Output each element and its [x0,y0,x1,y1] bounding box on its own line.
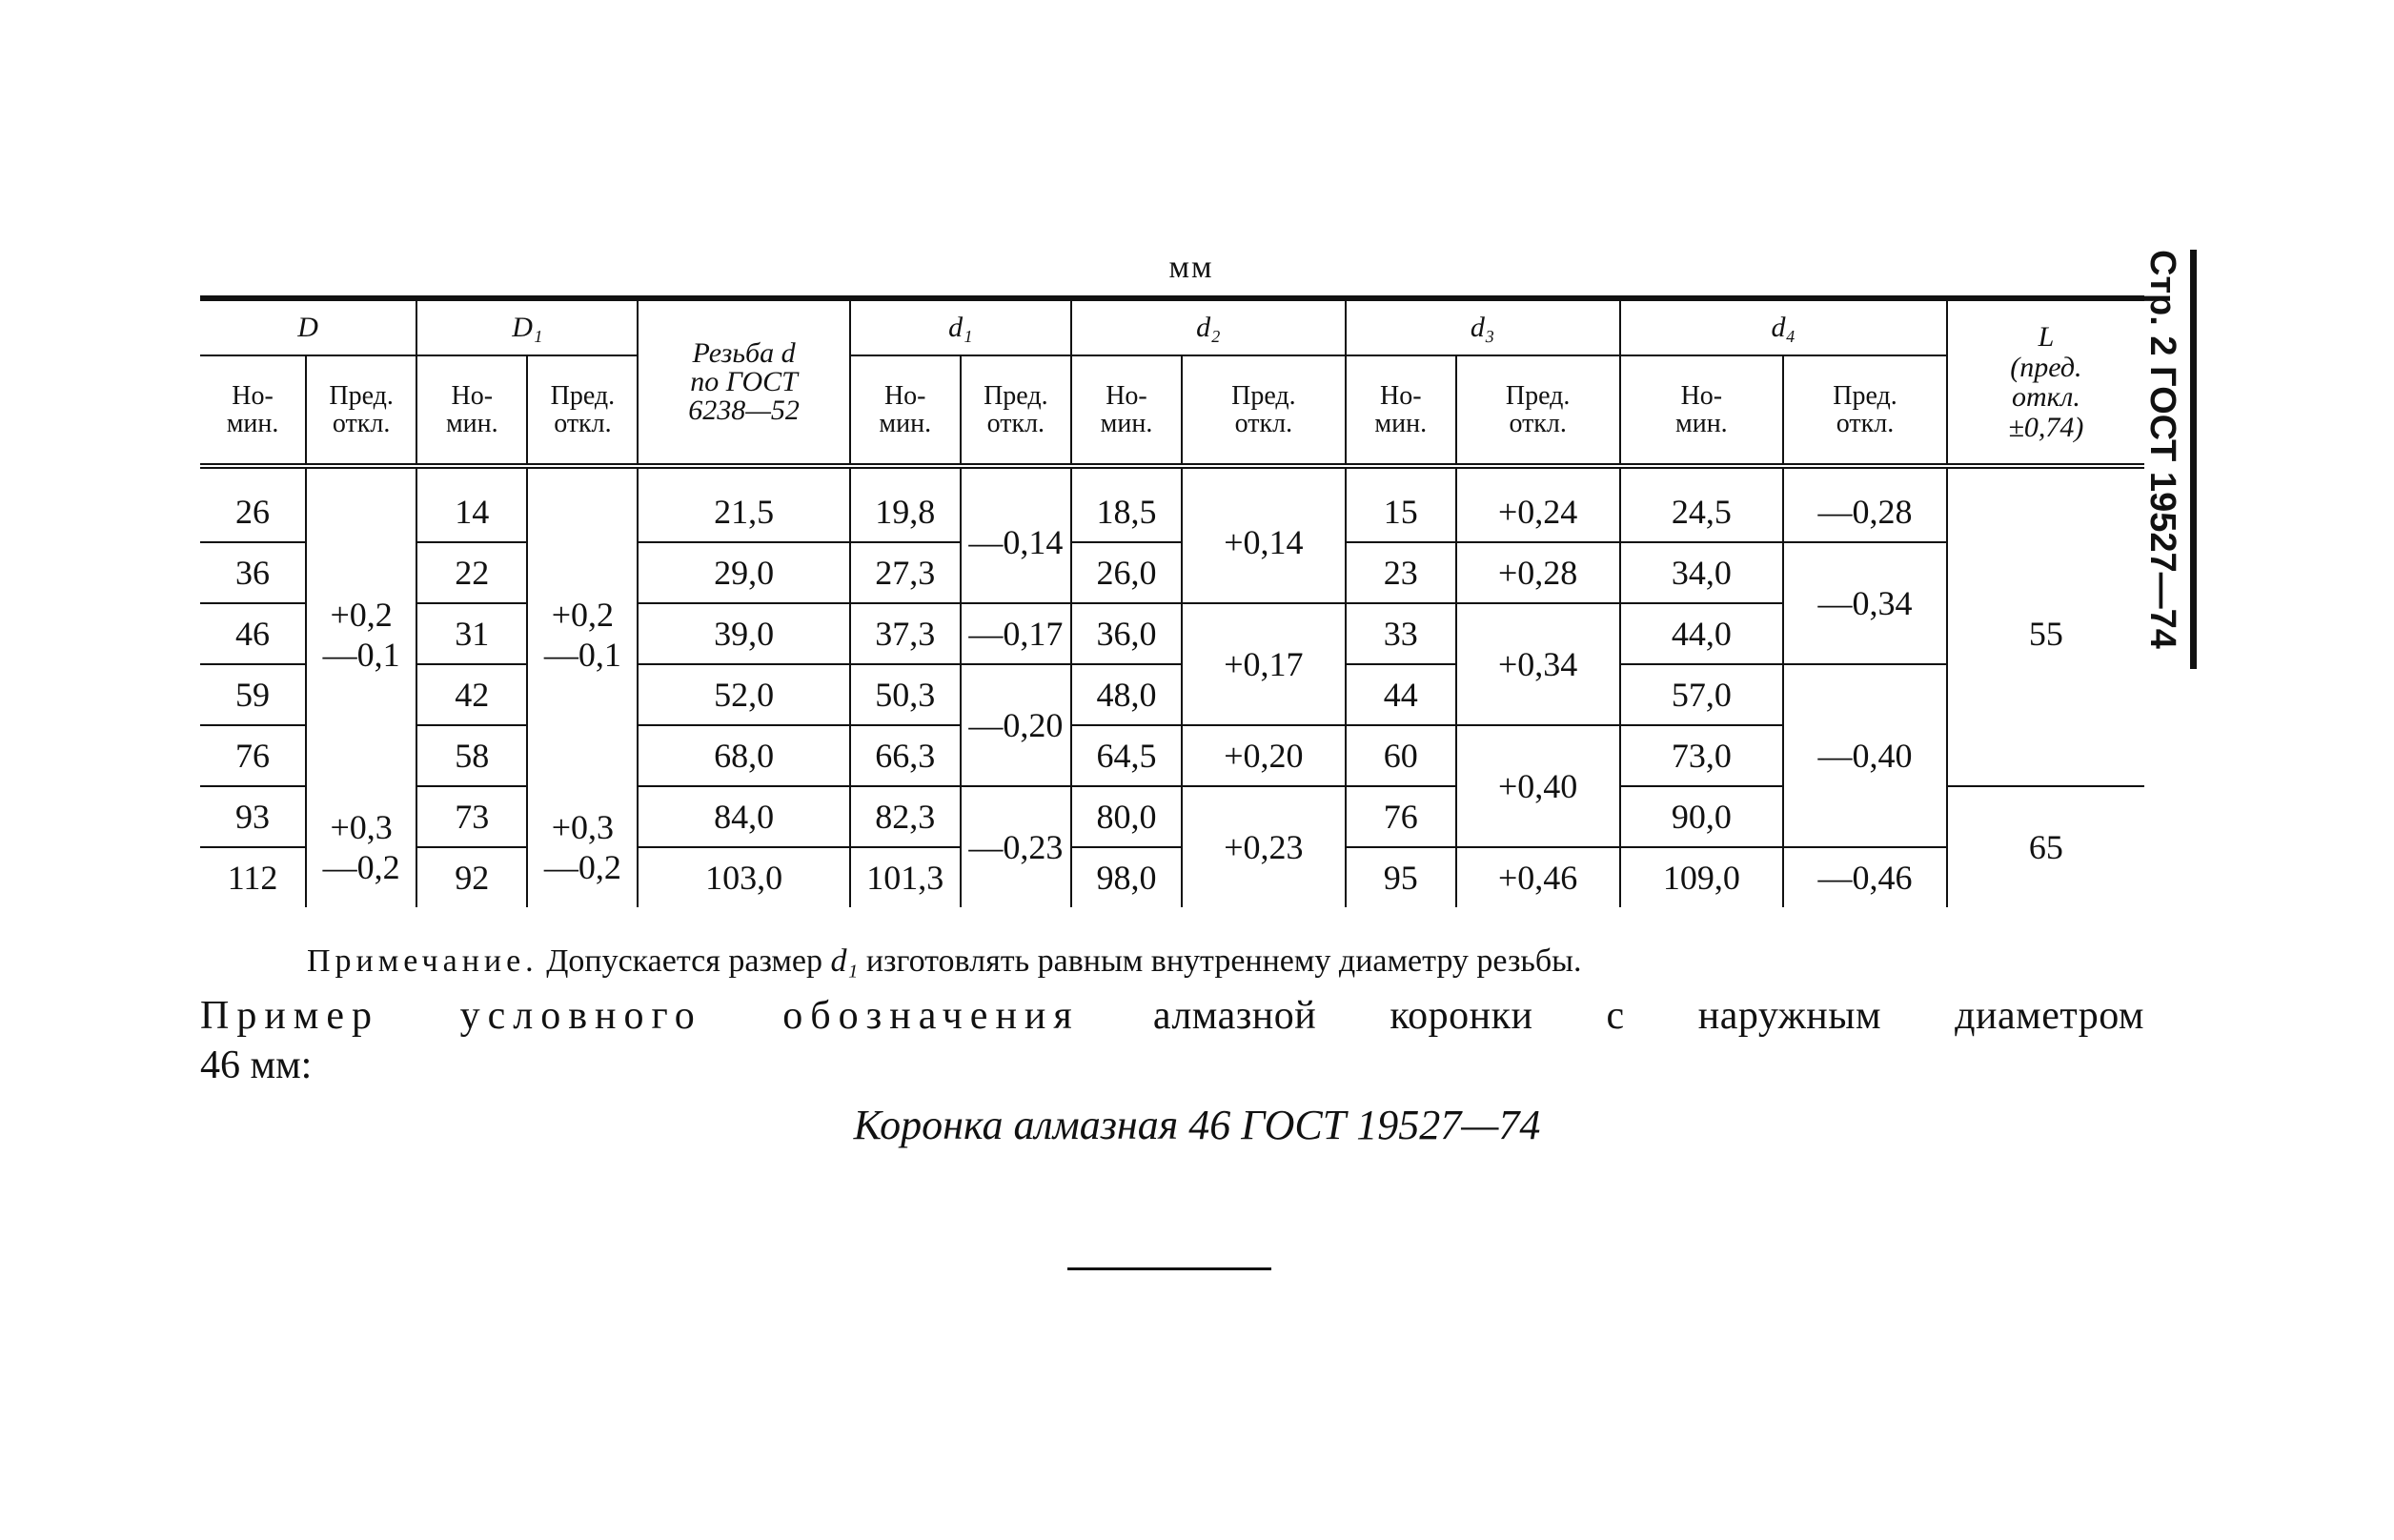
example-line2: 46 мм: [200,1044,313,1087]
header-D1: D₁ [416,298,638,355]
cell-D1-dev: +0,2 —0,1 [527,466,638,786]
note-label: Примечание. [307,943,538,979]
cell-thread: 68,0 [638,725,849,786]
cell-d2-dev: +0,17 [1182,603,1346,725]
cell-d2-dev: +0,23 [1182,786,1346,907]
subheader-dev: Пред. откл. [1783,355,1947,466]
note-symbol: d₁ [830,943,859,979]
cell-d1-dev: —0,14 [961,466,1071,603]
example-spaced: Пример условного обозначения [200,994,1080,1038]
note-text-after: изготовлять равным внутреннему диаметру резьбы. [865,943,1582,979]
end-rule [1067,1267,1271,1270]
subheader-nom: Но- мин. [1346,355,1456,466]
subheader-dev: Пред. откл. [1456,355,1620,466]
cell-L: 65 [1947,786,2144,907]
cell-thread: 84,0 [638,786,849,847]
cell-d4: 34,0 [1620,542,1784,603]
header-D: D [200,298,416,355]
cell-d1-dev: —0,23 [961,786,1071,907]
example-paragraph [200,993,2144,1039]
cell-d2: 18,5 [1071,466,1182,542]
cell-d3-dev: +0,46 [1456,847,1620,907]
side-rule [2190,250,2197,669]
cell-d1: 101,3 [850,847,961,907]
cell-d1: 27,3 [850,542,961,603]
cell-thread: 39,0 [638,603,849,664]
cell-d3-dev: +0,28 [1456,542,1620,603]
unit-label: мм [1168,250,1214,285]
header-L: L (пред. откл. ±0,74) [1947,298,2144,466]
cell-thread: 103,0 [638,847,849,907]
cell-d4-dev: —0,28 [1783,466,1947,542]
cell-d2-dev: +0,20 [1182,725,1346,786]
cell-D: 46 [200,603,306,664]
dimensions-table [200,295,2144,907]
cell-d1: 66,3 [850,725,961,786]
cell-D1-dev: +0,3 —0,2 [527,786,638,907]
cell-d3: 76 [1346,786,1456,847]
cell-d3: 15 [1346,466,1456,542]
cell-D1: 31 [416,603,527,664]
note-text-before: Допускается размер [546,943,823,979]
header-d3: d₃ [1346,298,1620,355]
subheader-nom: Но- мин. [1071,355,1182,466]
cell-d2: 98,0 [1071,847,1182,907]
cell-D-dev: +0,2 —0,1 [306,466,416,786]
cell-d4: 109,0 [1620,847,1784,907]
cell-D: 36 [200,542,306,603]
subheader-nom: Но- мин. [1620,355,1784,466]
cell-D1: 14 [416,466,527,542]
cell-d4-dev: —0,46 [1783,847,1947,907]
cell-d3-dev: +0,34 [1456,603,1620,725]
cell-d3: 33 [1346,603,1456,664]
cell-D-dev: +0,3 —0,2 [306,786,416,907]
cell-d4-dev: —0,34 [1783,542,1947,664]
header-thread: Резьба d по ГОСТ 6238—52 [638,298,849,466]
header-d1: d₁ [850,298,1071,355]
cell-d4: 57,0 [1620,664,1784,725]
cell-D: 76 [200,725,306,786]
cell-D: 112 [200,847,306,907]
cell-thread: 21,5 [638,466,849,542]
cell-D1: 92 [416,847,527,907]
cell-d1-dev: —0,17 [961,603,1071,664]
cell-d2-dev: +0,14 [1182,466,1346,603]
cell-thread: 52,0 [638,664,849,725]
cell-D: 26 [200,466,306,542]
subheader-dev: Пред. откл. [527,355,638,466]
cell-d4: 24,5 [1620,466,1784,542]
subheader-dev: Пред. откл. [961,355,1071,466]
cell-D1: 73 [416,786,527,847]
cell-d2: 64,5 [1071,725,1182,786]
cell-d4-dev: —0,40 [1783,664,1947,847]
cell-d2: 36,0 [1071,603,1182,664]
cell-d2: 48,0 [1071,664,1182,725]
cell-d4: 73,0 [1620,725,1784,786]
subheader-nom: Но- мин. [416,355,527,466]
subheader-dev: Пред. откл. [306,355,416,466]
cell-d1: 50,3 [850,664,961,725]
header-d2: d₂ [1071,298,1346,355]
cell-d3: 95 [1346,847,1456,907]
cell-d1-dev: —0,20 [961,664,1071,786]
cell-d3: 44 [1346,664,1456,725]
cell-d1: 19,8 [850,466,961,542]
subheader-nom: Но- мин. [850,355,961,466]
designation-example: Коронка алмазная 46 ГОСТ 19527—74 [853,1102,1541,1148]
cell-D1: 42 [416,664,527,725]
cell-d3-dev: +0,24 [1456,466,1620,542]
table-note [307,943,1582,980]
cell-d3-dev: +0,40 [1456,725,1620,847]
cell-d1: 82,3 [850,786,961,847]
cell-d3: 60 [1346,725,1456,786]
cell-d2: 26,0 [1071,542,1182,603]
example-rest: алмазной коронки с наружным диаметром [1152,994,2145,1038]
cell-d4: 44,0 [1620,603,1784,664]
cell-L: 55 [1947,466,2144,786]
page-header: Стр. 2 ГОСТ 19527—74 [2142,250,2182,649]
subheader-dev: Пред. откл. [1182,355,1346,466]
header-d4: d₄ [1620,298,1947,355]
cell-D: 59 [200,664,306,725]
subheader-nom: Но- мин. [200,355,306,466]
cell-d4: 90,0 [1620,786,1784,847]
cell-d1: 37,3 [850,603,961,664]
cell-d3: 23 [1346,542,1456,603]
cell-d2: 80,0 [1071,786,1182,847]
cell-D1: 58 [416,725,527,786]
cell-D: 93 [200,786,306,847]
cell-D1: 22 [416,542,527,603]
cell-thread: 29,0 [638,542,849,603]
